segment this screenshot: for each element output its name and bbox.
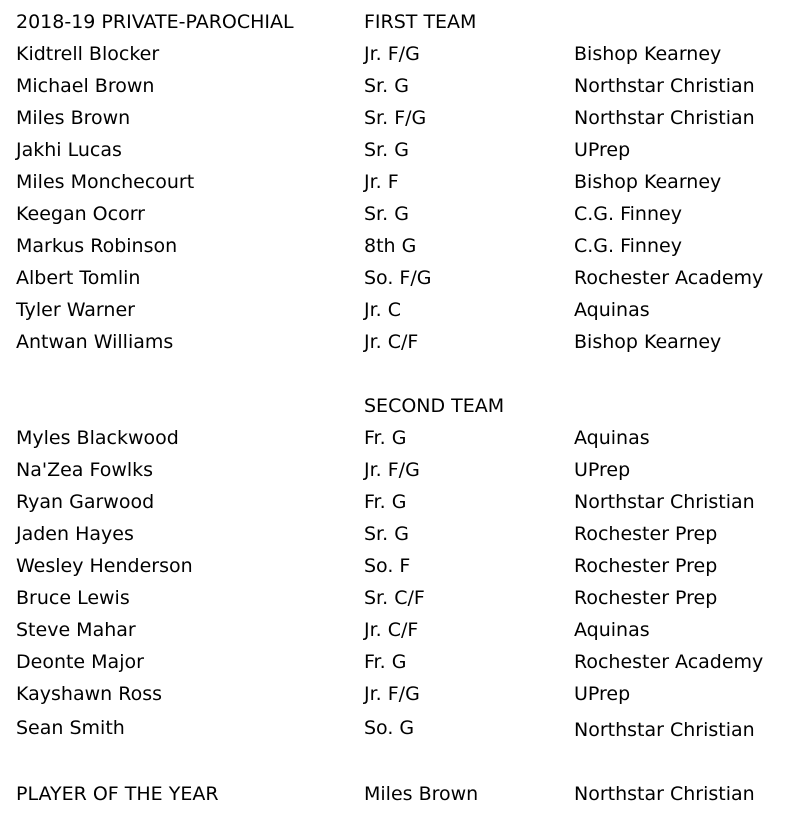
player-school: Rochester Prep: [574, 523, 718, 545]
player-position: Sr. F/G: [364, 107, 427, 129]
player-school: Aquinas: [574, 427, 650, 449]
table-row: [0, 230, 804, 262]
table-row: [0, 262, 804, 294]
player-of-year-school: Northstar Christian: [574, 783, 755, 805]
player-position: Jr. C/F: [364, 619, 419, 641]
player-name: Kidtrell Blocker: [16, 43, 160, 65]
player-position: Fr. G: [364, 427, 407, 449]
player-name: Jaden Hayes: [16, 523, 134, 545]
table-row: [0, 294, 804, 326]
player-school: Aquinas: [574, 619, 650, 641]
player-name: Wesley Henderson: [16, 555, 193, 577]
player-school: Rochester Academy: [574, 651, 764, 673]
player-of-year-row: [0, 778, 804, 810]
player-school: C.G. Finney: [574, 203, 682, 225]
player-position: Fr. G: [364, 491, 407, 513]
table-row: [0, 646, 804, 678]
player-name: Keegan Ocorr: [16, 203, 145, 225]
player-position: Sr. G: [364, 203, 409, 225]
table-row: [0, 166, 804, 198]
player-school: UPrep: [574, 139, 631, 161]
table-row: [0, 678, 804, 710]
player-of-year-label: PLAYER OF THE YEAR: [16, 783, 219, 805]
player-name: Albert Tomlin: [16, 267, 141, 289]
player-position: So. F/G: [364, 267, 432, 289]
player-position: So. F: [364, 555, 411, 577]
player-school: Aquinas: [574, 299, 650, 321]
player-school: UPrep: [574, 459, 631, 481]
second-team-heading-row: [0, 390, 804, 422]
player-name: Markus Robinson: [16, 235, 178, 257]
player-school: Northstar Christian: [574, 75, 755, 97]
player-name: Sean Smith: [16, 717, 125, 739]
player-position: Jr. C/F: [364, 331, 419, 353]
player-school: Northstar Christian: [574, 491, 755, 513]
player-position: Jr. F/G: [364, 459, 420, 481]
player-school: Rochester Academy: [574, 267, 764, 289]
player-school: Bishop Kearney: [574, 171, 722, 193]
table-row: [0, 486, 804, 518]
player-name: Myles Blackwood: [16, 427, 179, 449]
table-row: [0, 518, 804, 550]
second-team-heading: SECOND TEAM: [364, 395, 505, 417]
player-name: Na'Zea Fowlks: [16, 459, 154, 481]
player-school: UPrep: [574, 683, 631, 705]
player-school: Bishop Kearney: [574, 331, 722, 353]
player-school: Northstar Christian: [574, 107, 755, 129]
player-name: Deonte Major: [16, 651, 144, 673]
player-name: Bruce Lewis: [16, 587, 130, 609]
table-row: [0, 102, 804, 134]
player-name: Kayshawn Ross: [16, 683, 162, 705]
player-position: Sr. G: [364, 75, 409, 97]
player-of-year-name: Miles Brown: [364, 783, 479, 805]
player-name: Jakhi Lucas: [16, 139, 122, 161]
table-row: [0, 38, 804, 70]
player-position: Jr. F: [364, 171, 399, 193]
document-title: 2018-19 PRIVATE-PAROCHIAL: [16, 11, 294, 33]
table-row: [0, 422, 804, 454]
player-school: Rochester Prep: [574, 587, 718, 609]
table-row: [0, 326, 804, 358]
table-row: [0, 582, 804, 614]
table-row: [0, 454, 804, 486]
player-position: Sr. G: [364, 139, 409, 161]
player-position: Jr. C: [364, 299, 402, 321]
player-name: Miles Brown: [16, 107, 131, 129]
header-row: [0, 6, 804, 38]
player-school: Northstar Christian: [574, 719, 755, 741]
player-position: Fr. G: [364, 651, 407, 673]
player-school: C.G. Finney: [574, 235, 682, 257]
player-name: Steve Mahar: [16, 619, 136, 641]
player-name: Antwan Williams: [16, 331, 174, 353]
player-position: 8th G: [364, 235, 417, 257]
table-row: [0, 70, 804, 102]
table-row: [0, 198, 804, 230]
player-position: Jr. F/G: [364, 683, 420, 705]
player-name: Michael Brown: [16, 75, 155, 97]
table-row: [0, 712, 804, 744]
player-school: Bishop Kearney: [574, 43, 722, 65]
first-team-heading: FIRST TEAM: [364, 11, 477, 33]
table-row: [0, 134, 804, 166]
table-row: [0, 614, 804, 646]
player-position: So. G: [364, 717, 415, 739]
player-position: Sr. C/F: [364, 587, 425, 609]
player-position: Jr. F/G: [364, 43, 420, 65]
player-name: Tyler Warner: [16, 299, 135, 321]
table-row: [0, 550, 804, 582]
player-school: Rochester Prep: [574, 555, 718, 577]
player-name: Ryan Garwood: [16, 491, 155, 513]
player-position: Sr. G: [364, 523, 409, 545]
player-name: Miles Monchecourt: [16, 171, 195, 193]
